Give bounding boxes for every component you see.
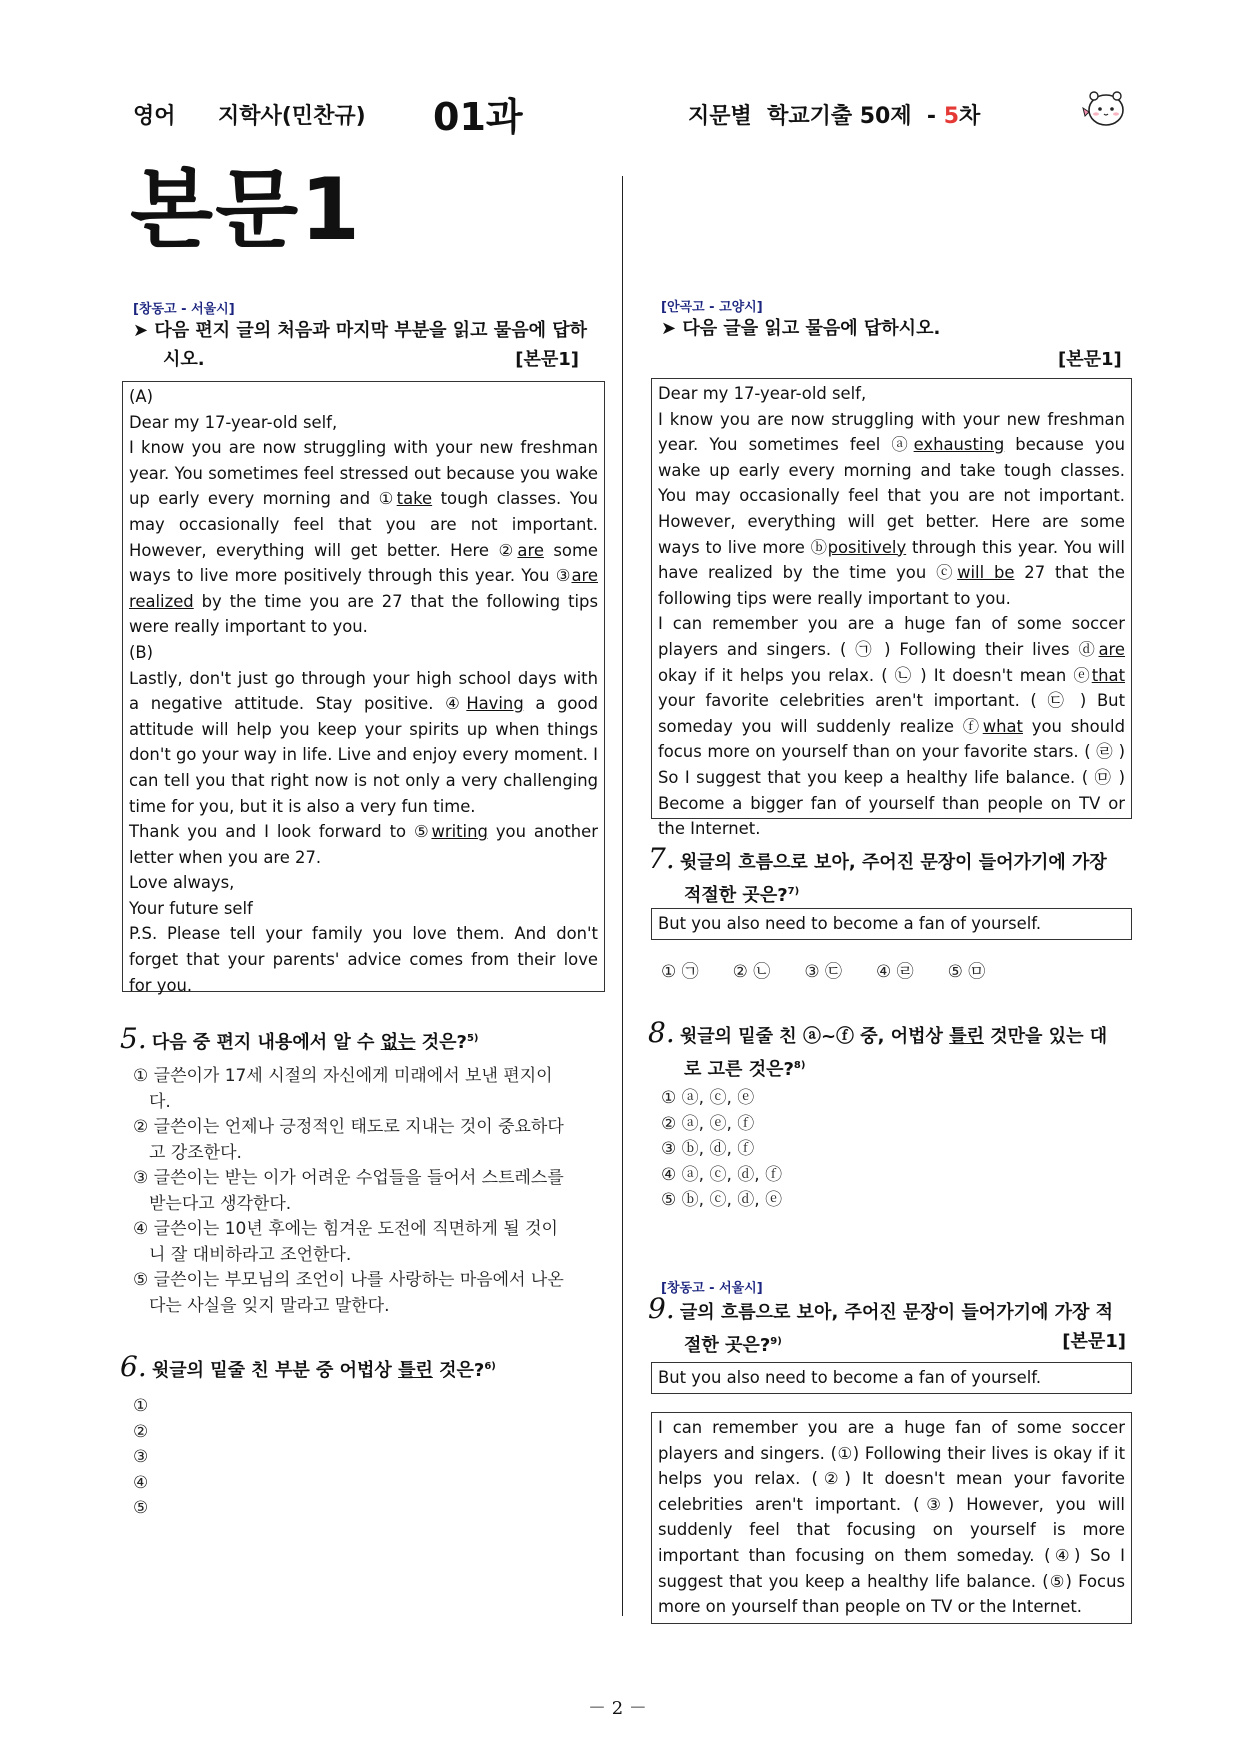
round-number: 5: [943, 104, 960, 129]
option[interactable]: ⑤ ㉤: [947, 962, 986, 982]
option[interactable]: ③ 글쓴이는 받는 이가 어려운 수업들을 들어서 스트레스를: [133, 1168, 564, 1188]
question-5-options: ① 글쓴이가 17세 시절의 자신에게 미래에서 보낸 편지이 다. ② 글쓴이는 언제나 긍정적인 태도로 지내는 것이 중요하다 고 강조한다. ③ 글쓴이는 받는 이가 어려운 수업들을 들어서 스트레스를 받는다고 생각한다. ④ 글쓴이는 10년 후에는 힘겨운 도전에 직면하게 될 것이 니 잘 대비하라고 조언한다. ⑤ 글쓴이는 부모님의 조언이 나를 사랑하는 마음에서 나온 다는 사실을 잊지 말라고 말한다.: [133, 1064, 605, 1319]
option[interactable]: ① 글쓴이가 17세 시절의 자신에게 미래에서 보낸 편지이: [133, 1066, 553, 1086]
option[interactable]: ⑤ ⓑ, ⓒ, ⓓ, ⓔ: [661, 1190, 783, 1210]
mascot-character-icon: [1082, 86, 1128, 130]
section-tag: [본문1]: [515, 349, 579, 370]
series-label: 지문별 학교기출 50제 - 5차: [688, 104, 981, 129]
option[interactable]: ③: [133, 1447, 149, 1467]
option[interactable]: ① ⓐ, ⓒ, ⓔ: [661, 1088, 755, 1108]
option[interactable]: ③ ⓑ, ⓓ, ⓕ: [661, 1139, 755, 1159]
question-7: 7. 윗글의 흐름으로 보아, 주어진 문장이 들어가기에 가장 적절한 곳은?$^{7)}$: [648, 842, 1107, 906]
question-5: 5. 다음 중 편지 내용에서 알 수 없는 것은?$^{5)}$: [120, 1022, 479, 1055]
source-label: [창동고 - 서울시]: [133, 302, 235, 317]
option[interactable]: ④ 글쓴이는 10년 후에는 힘겨운 도전에 직면하게 될 것이: [133, 1219, 558, 1239]
option[interactable]: ⑤: [133, 1498, 149, 1518]
option[interactable]: ①: [133, 1396, 149, 1416]
question-9: 9. 글의 흐름으로 보아, 주어진 문장이 들어가기에 가장 적 절한 곳은?$^{9)}$ [본문1]: [648, 1292, 1126, 1356]
given-sentence-box: But you also need to become a fan of yourself.: [651, 1362, 1132, 1394]
passage-box-letter-b: Dear my 17-year-old self, I know you are now struggling with your new freshman year. You sometimes feel ⓐexhausting because you wake up early every morning and take tough classes. You may occasionally feel that you are not important. However, everything will get better. Here are some ways to live more ⓑpositively through this year. You will have realized by the time you ⓒwill be 27 that the following tips were really important to you. I can remember you are a huge fan of some soccer players and singers. ( ㉠ ) Following their lives ⓓare okay if it helps you relax. ( ㉡ ) It doesn't mean ⓔthat your favorite celebrities aren't important. ( ㉢ ) But someday you will suddenly realize ⓕwhat you should focus more on yourself than on your favorite stars. ( ㉣ ) So I suggest that you keep a healthy life balance. ( ㉤ ) Become a bigger fan of yourself than people on TV or the Internet.: [651, 378, 1132, 819]
option[interactable]: ③ ㉢: [804, 962, 842, 982]
source-label: [창동고 - 서울시]: [661, 1281, 763, 1296]
question-6: 6. 윗글의 밑줄 친 부분 중 어법상 틀린 것은?$^{6)}$: [120, 1350, 496, 1383]
section-tag: [본문1]: [1058, 349, 1122, 370]
section-tag: [본문1]: [1062, 1331, 1126, 1352]
option[interactable]: ① ㉠: [661, 962, 699, 982]
option[interactable]: ④ ⓐ, ⓒ, ⓓ, ⓕ: [661, 1164, 783, 1185]
option[interactable]: ② ㉡: [732, 962, 771, 982]
textbook-label: 지학사(민찬규): [218, 104, 366, 129]
question-8-options: [661, 1086, 782, 1214]
given-sentence-box: But you also need to become a fan of yourself.: [651, 908, 1132, 940]
option[interactable]: ② 글쓴이는 언제나 긍정적인 태도로 지내는 것이 중요하다: [133, 1117, 564, 1137]
page-number: － 2 －: [588, 1698, 647, 1719]
passage-box-letter: (A) Dear my 17-year-old self, I know you are now struggling with your new freshman year. You sometimes feel stressed out because you wake up early every morning and ①take tough classes. You may occasionally feel that you are not important. However, everything will get better. Here ②are some ways to live more positively through this year. You ③are realized by the time you are 27 that the following tips were really important to you. (B) Lastly, don't just go through your high school days with a negative attitude. Stay positive. ④Having a good attitude will help you keep your spirits up when things don't go your way in life. Live and enjoy every moment. I can tell you that right now is not only a very challenging time for you, but it is also a very fun time. Thank you and I look forward to ⑤writing you another letter when you are 27. Love always, Your future self P.S. Please tell your family you love them. And don't forget that your parents' advice comes from their love for you.: [122, 381, 605, 992]
page-title: 본문1: [130, 160, 362, 260]
option[interactable]: ④: [133, 1472, 149, 1493]
source-label: [안곡고 - 고양시]: [661, 300, 763, 315]
lesson-label: 01과: [433, 95, 523, 139]
option[interactable]: ⑤ 글쓴이는 부모님의 조언이 나를 사랑하는 마음에서 나온: [133, 1270, 564, 1290]
passage-box-q9: I can remember you are a huge fan of some soccer players and singers. (①) Following their lives is okay if it helps you relax. (②) It doesn't mean your favorite celebrities aren't important. (③) However, you will suddenly feel that focusing on yourself is more important than focusing on them someday. (④) So I suggest that you keep a healthy life balance. (⑤) Focus more on yourself than people on TV or the Internet.: [651, 1412, 1132, 1624]
question-7-options: [661, 960, 1121, 986]
question-6-options: [133, 1394, 148, 1522]
column-divider: [622, 176, 623, 1616]
subject-label: 영어: [133, 104, 176, 129]
option[interactable]: ②: [133, 1421, 149, 1442]
option[interactable]: ② ⓐ, ⓔ, ⓕ: [661, 1113, 755, 1134]
instruction: ➤ 다음 글을 읽고 물음에 답하시오.: [661, 318, 941, 339]
instruction: ➤ 다음 편지 글의 처음과 마지막 부분을 읽고 물음에 답하 시오. [본문1]: [133, 316, 603, 374]
option[interactable]: ④ ㉣: [875, 962, 914, 982]
question-8: 8. 윗글의 밑줄 친 ⓐ~ⓕ 중, 어법상 틀린 것만을 있는 대 로 고른 것은?$^{8)}$: [648, 1016, 1108, 1080]
